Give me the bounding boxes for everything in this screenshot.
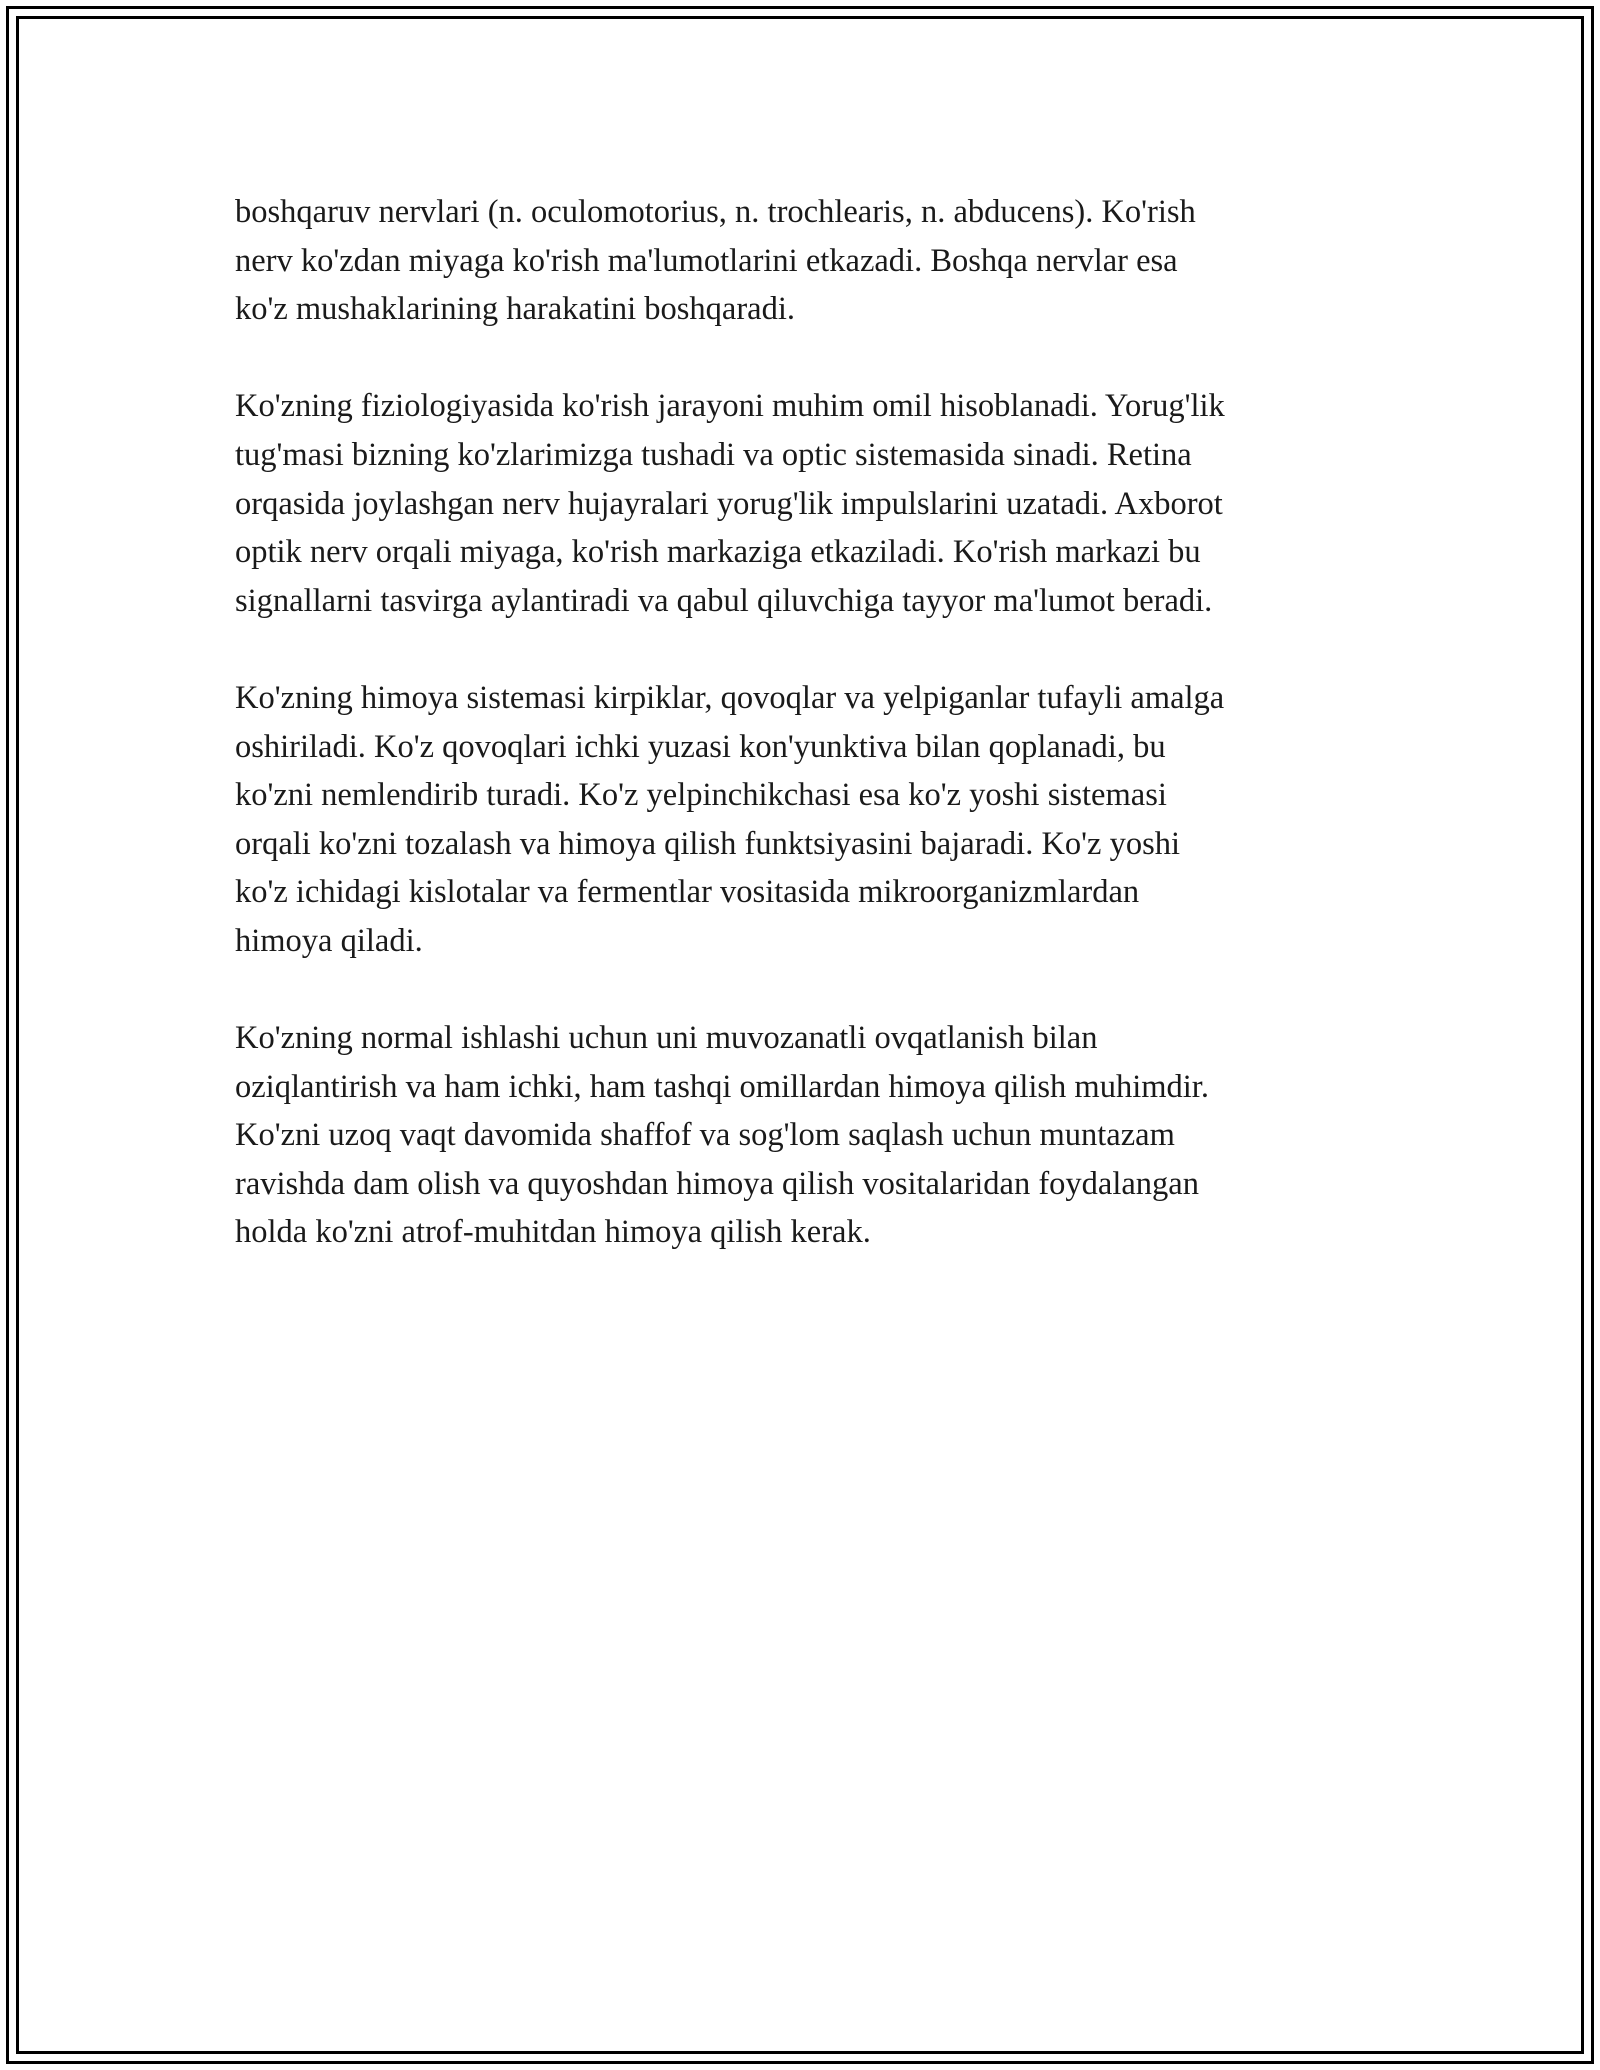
paragraph-nerves: boshqaruv nervlari (n. oculomotorius, n. trochlearis, n. abducens). Ko'rish nerv ko'zdan miyaga ko'rish ma'lumotlarini etkazadi. Boshqa nervlar esa ko'z mushaklarining harakatini boshqaradi.: [235, 194, 1196, 328]
paragraph-protection: Ko'zning himoya sistemasi kirpiklar, qovoqlar va yelpiganlar tufayli amalga oshiriladi. Ko'z qovoqlari ichki yuzasi kon'yunktiva bilan qoplanadi, bu ko'zni nemlendirib turadi. Ko'z yelpinchikchasi esa ko'z yoshi sistemasi orqali ko'zni tozalash va himoya qilish funktsiyasini bajaradi. Ko'z yoshi ko'z ichidagi kislotalar va fermentlar vositasida mikroorganizmlardan himoya qiladi.: [235, 679, 1225, 959]
paragraph-physiology: Ko'zning fiziologiyasida ko'rish jarayoni muhim omil hisoblanadi. Yorug'lik tug'masi bizning ko'zlarimizga tushadi va optic sistemasida sinadi. Retina orqasida joylashgan nerv hujayralari yorug'lik impulslarini uzatadi. Axborot optik nerv orqali miyaga, ko'rish markaziga etkaziladi. Ko'rish markazi bu signallarni tasvirga aylantiradi va qabul qiluvchiga tayyor ma'lumot beradi.: [235, 388, 1225, 619]
document-body: [235, 188, 1365, 1306]
paragraph-care: Ko'zning normal ishlashi uchun uni muvozanatli ovqatlanish bilan oziqlantirish va ham ichki, ham tashqi omillardan himoya qilish muhimdir. Ko'zni uzoq vaqt davomida shaffof va sog'lom saqlash uchun muntazam ravishda dam olish va quyoshdan himoya qilish vositalaridan foydalangan holda ko'zni atrof-muhitdan himoya qilish kerak.: [235, 1020, 1209, 1251]
